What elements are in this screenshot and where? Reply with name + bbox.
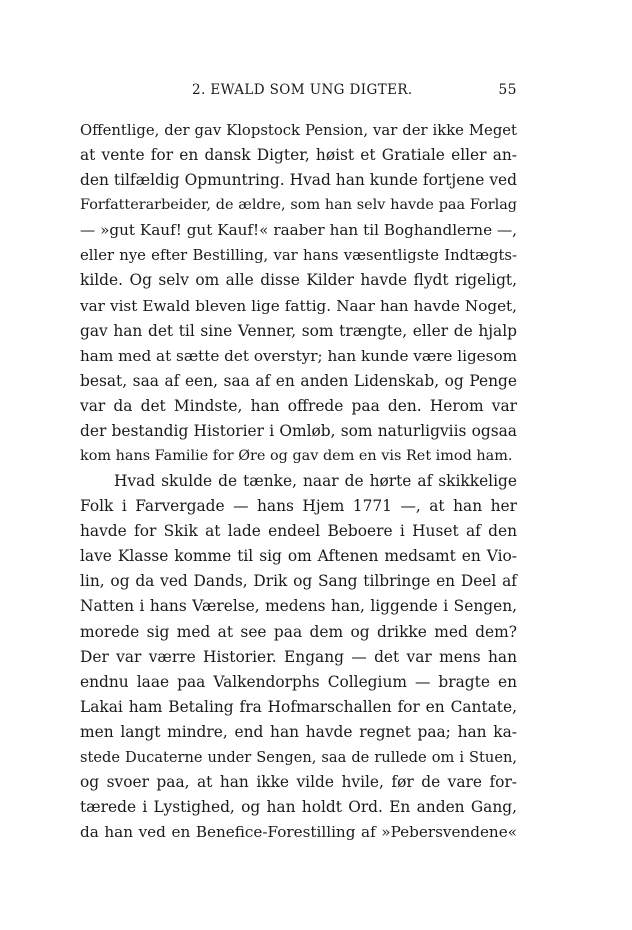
text-line: var da det Mindste, han offrede paa den. Herom var: [80, 396, 517, 415]
page-number: 55: [498, 82, 517, 98]
text-line: lave Klasse komme til sig om Aftenen medsamt en Vio-: [80, 547, 517, 566]
text-line: Folk i Farvergade — hans Hjem 1771 —, at han her: [80, 497, 517, 516]
text-line: tærede i Lystighed, og han holdt Ord. En anden Gang,: [80, 798, 517, 817]
text-line: men langt mindre, end han havde regnet paa; han ka-: [80, 722, 517, 741]
text-line: Natten i hans Værelse, medens han, liggende i Sengen,: [80, 597, 517, 616]
running-header: [80, 82, 517, 104]
text-line: da han ved en Benefice-Forestilling af »Pebersvendene«: [80, 823, 517, 842]
text-line: var vist Ewald bleven lige fattig. Naar han havde Noget,: [80, 296, 517, 315]
text-line: at vente for en dansk Digter, høist et Gratiale eller an-: [80, 146, 517, 165]
text-line: den tilfældig Opmuntring. Hvad han kunde fortjene ved: [80, 171, 517, 190]
text-line: — »gut Kauf! gut Kauf!« raaber han til Boghandlerne —,: [80, 221, 517, 240]
text-line: Offentlige, der gav Klopstock Pension, var der ikke Meget: [80, 122, 517, 139]
paragraph-end-line: kom hans Familie for Øre og gav dem en vis Ret imod ham.: [80, 448, 513, 465]
body-text: [80, 118, 517, 845]
text-line: gav han det til sine Venner, som trængte, eller de hjalp: [80, 321, 517, 340]
text-line: morede sig med at see paa dem og drikke med dem?: [80, 622, 517, 641]
text-line: Lakai ham Betaling fra Hofmarschallen for en Cantate,: [80, 697, 517, 716]
text-line: eller nye efter Bestilling, var hans væsentligste Indtægts-: [80, 247, 517, 265]
text-line: Forfatterarbeider, de ældre, som han selv havde paa Forlag: [80, 197, 517, 214]
text-line: stede Ducaterne under Sengen, saa de rullede om i Stuen,: [80, 748, 517, 766]
chapter-title: 2. EWALD SOM UNG DIGTER.: [192, 82, 413, 98]
text-line: endnu laae paa Valkendorphs Collegium — bragte en: [80, 672, 517, 691]
text-line: lin, og da ved Dands, Drik og Sang tilbringe en Deel af: [80, 572, 517, 591]
paragraph-start-line: Hvad skulde de tænke, naar de hørte af skikkelige: [114, 472, 517, 491]
text-line: havde for Skik at lade endeel Beboere i Huset af den: [80, 522, 517, 541]
text-line: besat, saa af een, saa af en anden Lidenskab, og Penge: [80, 371, 517, 390]
text-line: ham med at sætte det overstyr; han kunde være ligesom: [80, 346, 517, 365]
text-line: og svoer paa, at han ikke vilde hvile, før de vare for-: [80, 773, 517, 792]
text-line: kilde. Og selv om alle disse Kilder havde flydt rigeligt,: [80, 271, 517, 290]
text-line: der bestandig Historier i Omløb, som naturligviis ogsaa: [80, 421, 517, 440]
text-line: Der var værre Historier. Engang — det var mens han: [80, 647, 517, 666]
